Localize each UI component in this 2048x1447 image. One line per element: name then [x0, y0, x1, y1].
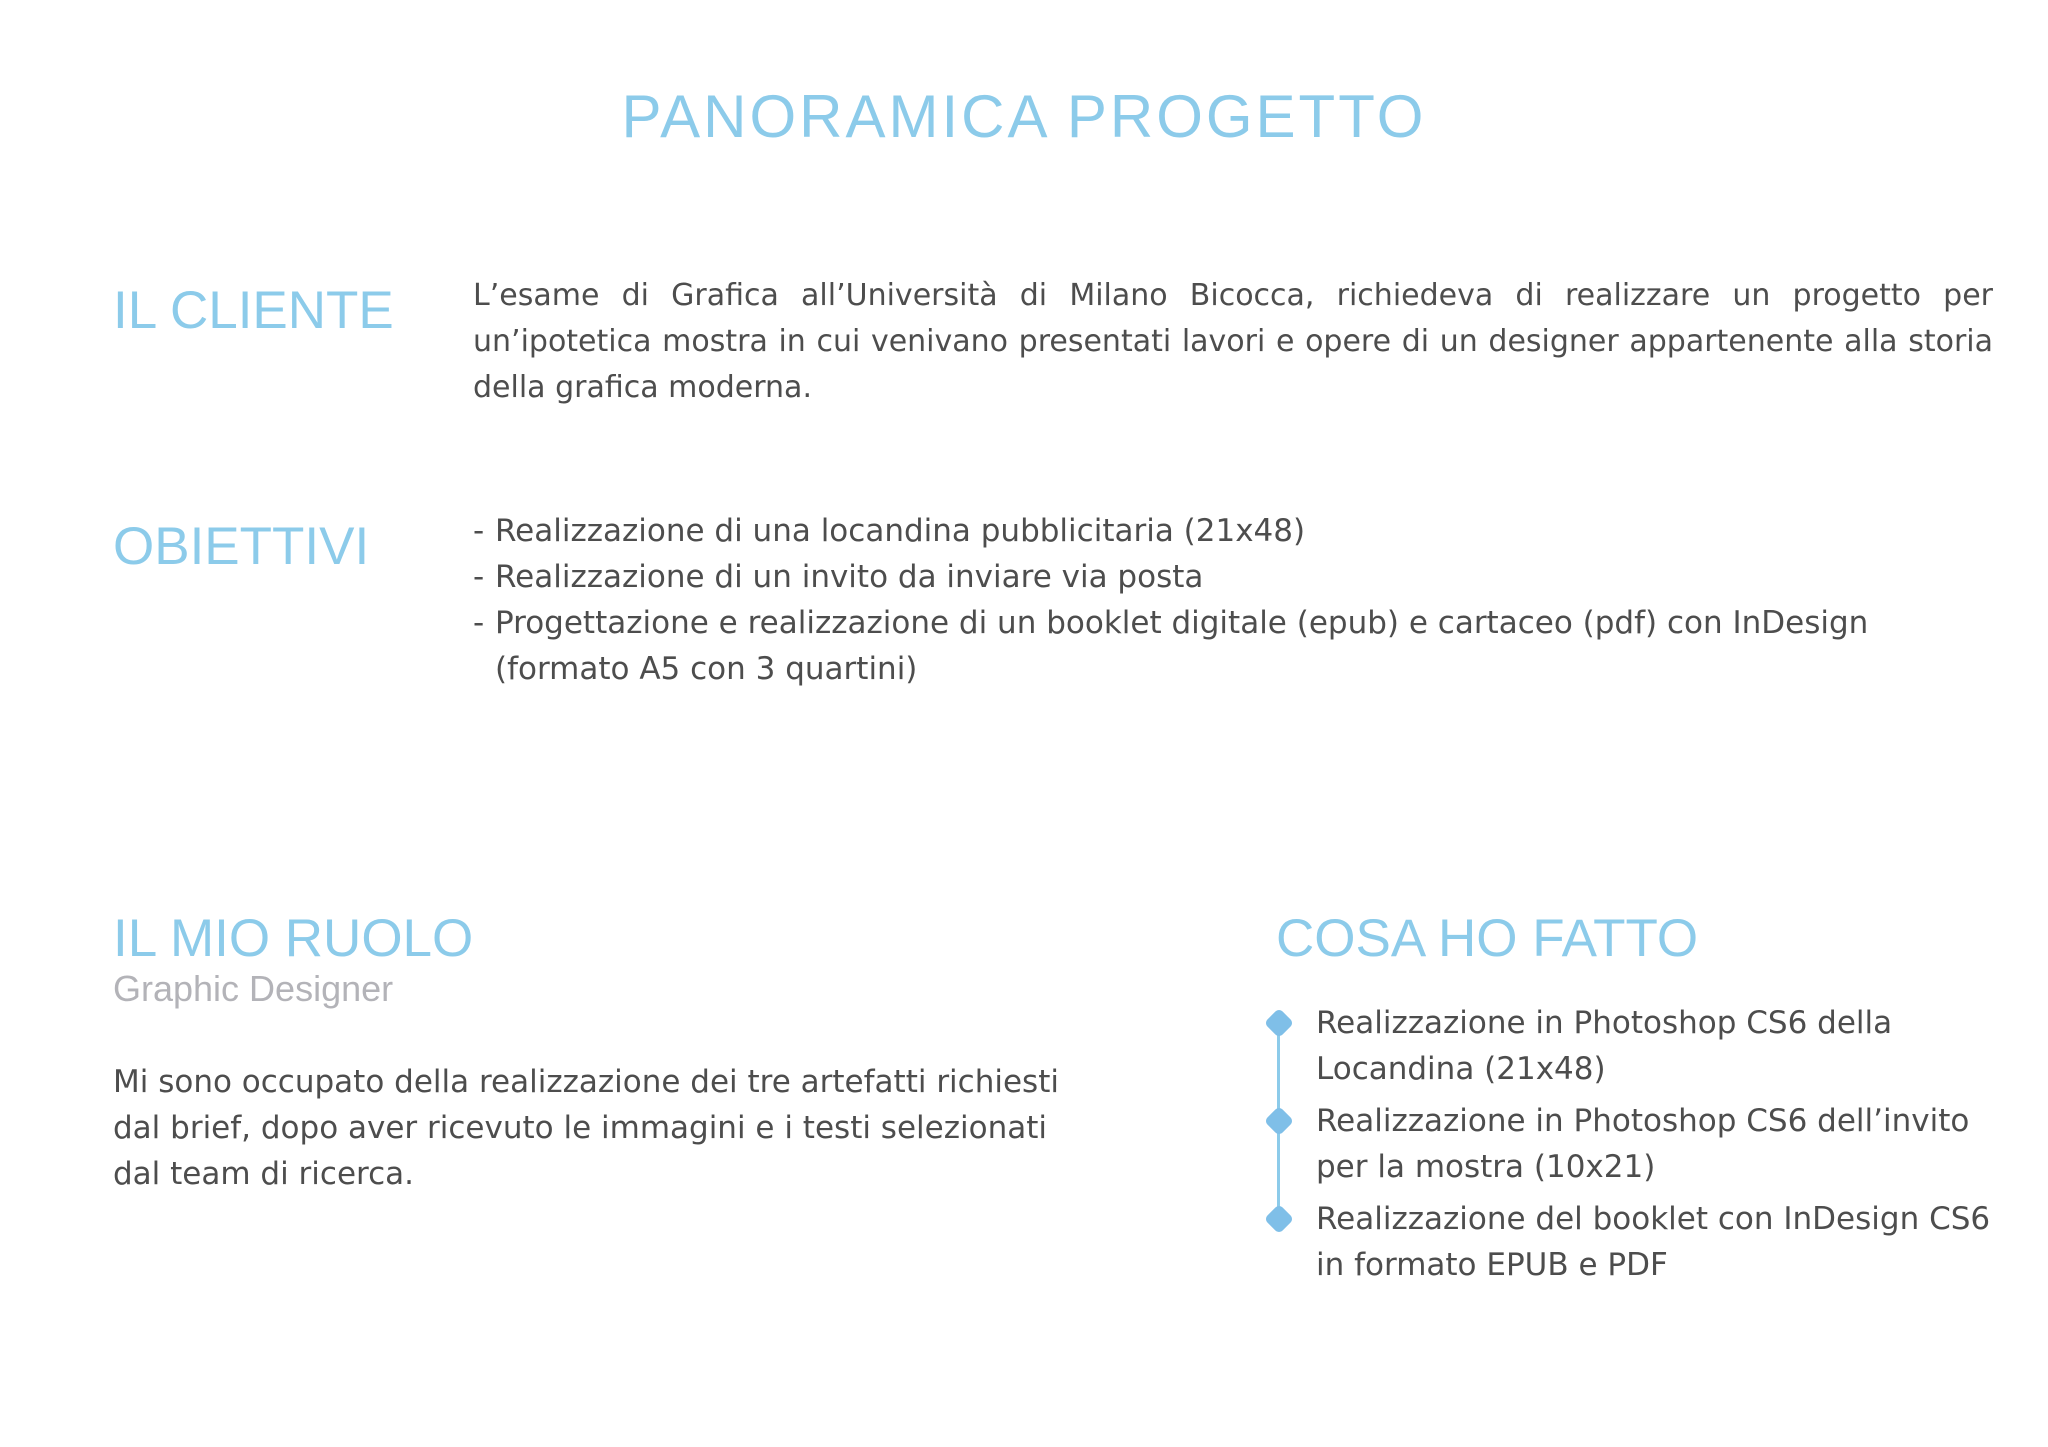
- obiettivi-item: [473, 554, 1923, 600]
- timeline-dot-icon: [1264, 1106, 1294, 1136]
- timeline-dot-icon: [1264, 1008, 1294, 1038]
- dash-bullet: -: [473, 559, 485, 595]
- page-title: PANORAMICA PROGETTO: [621, 83, 1427, 150]
- ruolo-subtitle: Graphic Designer: [113, 968, 394, 1009]
- obiettivi-item: [473, 600, 1923, 692]
- obiettivi-list: [473, 508, 1923, 692]
- fatto-timeline: [1262, 1000, 2022, 1300]
- timeline-item-text: Realizzazione del booklet con InDesign CS6 in formato EPUB e PDF: [1316, 1201, 1991, 1283]
- timeline-dot-icon: [1264, 1204, 1294, 1234]
- obiettivi-item-text: Realizzazione di un invito da inviare via posta: [495, 559, 1204, 595]
- ruolo-heading: IL MIO RUOLO: [113, 909, 474, 968]
- dash-bullet: -: [473, 513, 485, 549]
- fatto-heading: COSA HO FATTO: [1276, 909, 1699, 968]
- timeline-item: [1262, 1098, 2022, 1190]
- timeline-item-text: Realizzazione in Photoshop CS6 della Locandina (21x48): [1316, 1005, 1893, 1087]
- obiettivi-heading: OBIETTIVI: [113, 517, 370, 576]
- cliente-text: L’esame di Grafica all’Università di Milano Bicocca, richiedeva di realizzare un progetto per un’ipotetica mostra in cui venivano presentati lavori e opere di un designer appartenente alla storia della grafica moderna.: [473, 278, 1993, 405]
- obiettivi-item-text: Realizzazione di una locandina pubblicitaria (21x48): [495, 513, 1306, 549]
- dash-bullet: -: [473, 605, 485, 641]
- timeline-item: [1262, 1196, 2022, 1288]
- timeline-item-text: Realizzazione in Photoshop CS6 dell’invito per la mostra (10x21): [1316, 1103, 1970, 1185]
- timeline-item: [1262, 1000, 2022, 1092]
- obiettivi-item: [473, 508, 1923, 554]
- obiettivi-item-text: Progettazione e realizzazione di un booklet digitale (epub) e cartaceo (pdf) con InDesign (formato A5 con 3 quartini): [495, 605, 1869, 687]
- cliente-heading: IL CLIENTE: [113, 281, 394, 340]
- ruolo-text: Mi sono occupato della realizzazione dei tre artefatti richiesti dal brief, dopo aver ricevuto le immagini e i testi selezionati dal team di ricerca.: [113, 1064, 1059, 1192]
